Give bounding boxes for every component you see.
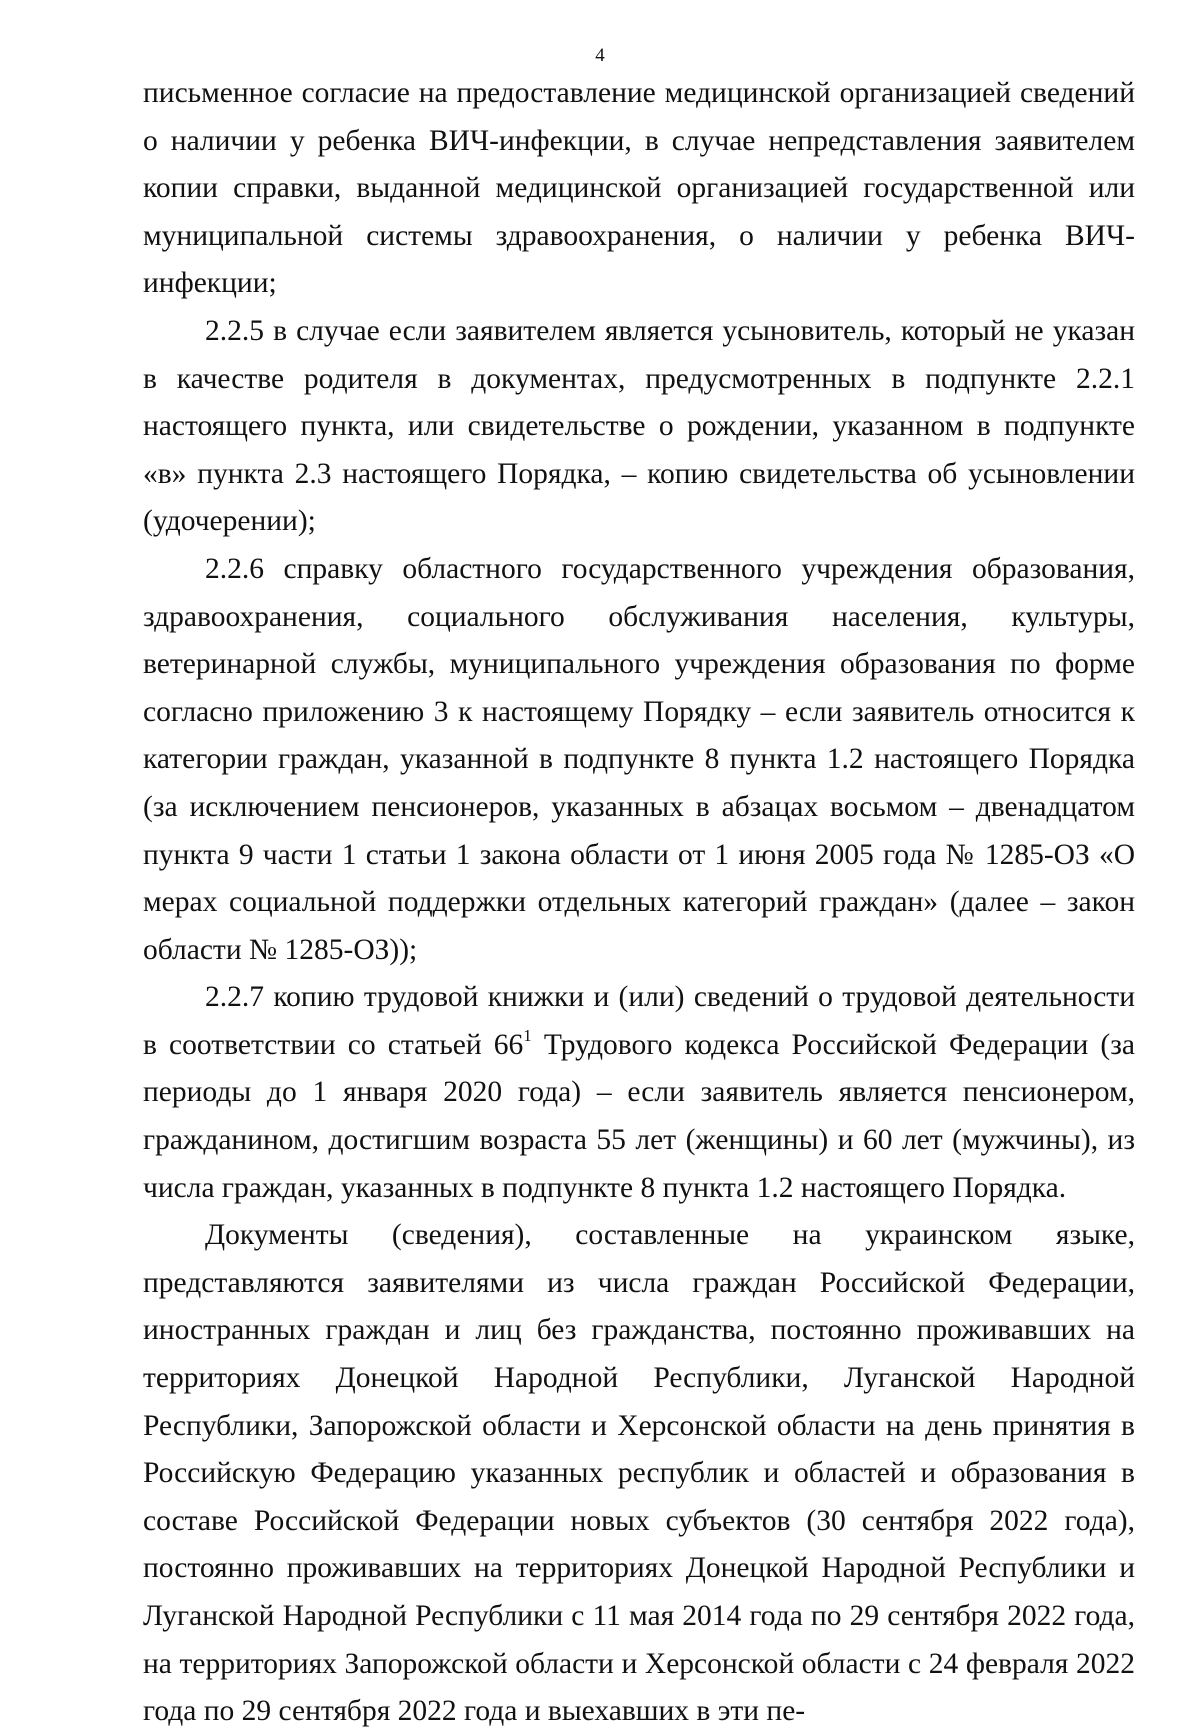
paragraph-2-2-5: 2.2.5 в случае если заявителем является усыновитель, который не указан в качестве родителя в документах, предусмотренных в подпункте 2.2.1 настоящего пункта, или свидетельстве о рождении, указанном в подпункте «в» пункта 2.3 настоящего Порядка, – копию свидетельства об усыновлении (удочерении); xyxy=(143,314,1135,538)
article-superscript: 1 xyxy=(523,1025,532,1045)
paragraph-2-2-7-text-before: 2.2.7 копию трудовой книжки и (или) сведений о трудовой деятельности в соответствии со статьей 66 xyxy=(143,981,1135,1061)
page-number: 4 xyxy=(595,45,605,66)
document-body xyxy=(143,70,1135,1736)
paragraph-ukrainian-documents: Документы (сведения), составленные на украинском языке, представляются заявителями из числа граждан Российской Федерации, иностранных граждан и лиц без гражданства, постоянно проживавших на территориях Донецкой Народной Республики, Луганской Народной Республики, Запорожской области и Херсонской области на день принятия в Российскую Федерацию указанных республик и областей и образования в составе Российской Федерации новых субъектов (30 сентября 2022 года), постоянно проживавших на территориях Донецкой Народной Республики и Луганской Народной Республики с 11 мая 2014 года по 29 сентября 2022 года, на территориях Запорожской области и Херсонской области с 24 февраля 2022 года по 29 сентября 2022 года и выехавших в эти пе- xyxy=(143,1219,1135,1728)
paragraph-2-2-7 xyxy=(143,974,1135,1212)
paragraph-2-2-7-text-after: Трудового кодекса Российской Федерации (за периоды до 1 января 2020 года) – если заявитель является пенсионером, гражданином, достигшим возраста 55 лет (женщины) и 60 лет (мужчины), из числа граждан, указанных в подпункте 8 пункта 1.2 настоящего Порядка. xyxy=(143,1028,1135,1204)
paragraph-hiv-consent: письменное согласие на предоставление медицинской организацией сведений о наличии у ребенка ВИЧ-инфекции, в случае непредставления заявителем копии справки, выданной медицинской организацией государственной или муниципальной системы здравоохранения, о наличии у ребенка ВИЧ-инфекции; xyxy=(143,77,1135,300)
paragraph-2-2-6: 2.2.6 справку областного государственного учреждения образования, здравоохранения, социального обслуживания населения, культуры, ветеринарной службы, муниципального учреждения образования по форме согласно приложению 3 к настоящему Порядку – если заявитель относится к категории граждан, указанной в подпункте 8 пункта 1.2 настоящего Порядка (за исключением пенсионеров, указанных в абзацах восьмом – двенадцатом пункта 9 части 1 статьи 1 закона области от 1 июня 2005 года № 1285-ОЗ «О мерах социальной поддержки отдельных категорий граждан» (далее – закон области № 1285-ОЗ)); xyxy=(143,552,1135,966)
